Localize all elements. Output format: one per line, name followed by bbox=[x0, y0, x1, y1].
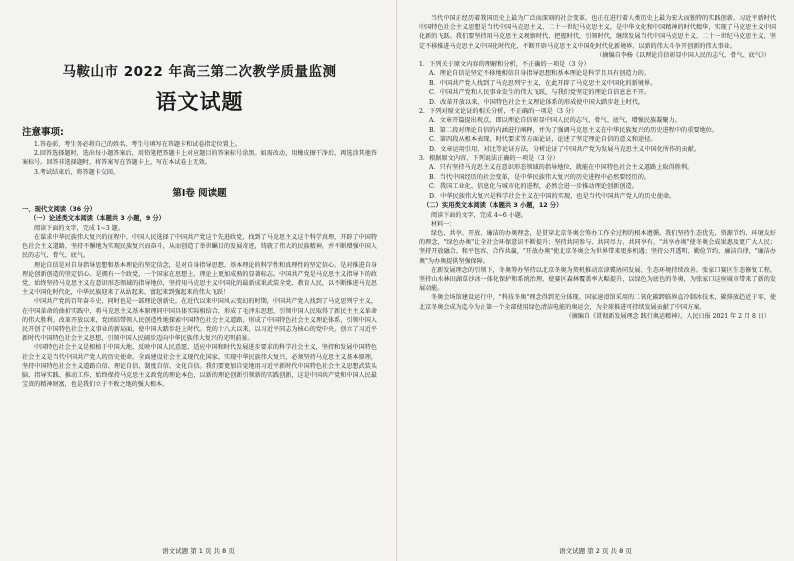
question-option: C．中国共产党和人民事业发生的伟大飞跃，与我们党坚定的理论自信息息不开。 bbox=[429, 89, 651, 97]
instruction-text: 阅读下面的文字，完成 4~6 小题。 bbox=[431, 211, 527, 219]
subject-title: 语文试题 bbox=[155, 90, 244, 114]
material-paragraph: 在新发展理念的引领下，冬奥筹办坚持以北京冬奥为契机推动京津冀协同发展、生态环境持续改善。张家口赛区生态修复工程，坚持山水林田湖草沙冰一体化保护和系统治理，使赛区森林覆盖率大幅提升，以绿色为底色的冬奥，为张家口这座城市带来了新的发展动能。 bbox=[419, 266, 776, 293]
question-option: B．当代中国经历的社会变革，是中华民族伟大复兴的历史进程中必然要经历的。 bbox=[429, 173, 651, 181]
question-option: A．理论自信是坚定不移地相信自身指导思想和基本理论是科学且具有创造力的。 bbox=[429, 70, 651, 78]
material-paragraph: 冬奥会场馆建设运行中，"科技冬奥"理念得到充分体现。国家速滑馆采用的二氧化碳跨临界直冷制冰技术，碳排放趋近于零，使北京冬奥会成为迄今为止第一个全部使用绿色清洁电能的奥运会，为全球推进可持续发展贡献了中国方案。 bbox=[419, 294, 776, 311]
exam-title: 马鞍山市 2022 年高三第二次教学质量监测 bbox=[62, 64, 337, 80]
page-footer-left: 语文试题 第 1 页 共 8 页 bbox=[162, 547, 235, 555]
passage-paragraph: 中国特色社会主义是根植于中国大地、反映中国人民意愿、适应中国和时代发展进步要求的科学社会主义，坚持和发展中国特色社会主义是当代中国共产党人的历史使命。全面建设社会主义现代化国家、实现中华民族伟大复兴，必须坚持马克思主义基本原理，坚持中国特色社会主义道路自信、理论自信、制度自信、文化自信。我们要更加自觉地用习近平新时代中国特色社会主义思想武装头脑、指导实践、推动工作，始终保持马克思主义政党的理论本色，以新的理论创新引领新的实践创新，这是中国共产党和中国人民最宝贵的精神财富，也是我们立于不败之地的强大根本。 bbox=[22, 344, 377, 389]
question-option: D．改革开放以来，中国特色社会主义理论体系的形成使中国大踏步赶上时代。 bbox=[429, 98, 645, 106]
notice-item: 2.回答选择题时，选出每小题答案后，用铅笔把答题卡上对应题目的答案标号涂黑。如需改动，用橡皮擦干净后，再选涂其他答案标号。回答非选择题时，将答案写在答题卡上，写在本试卷上无效。 bbox=[22, 150, 377, 167]
source-citation: （摘编自李杨《以理论自信彰显中国人民的志气、骨气、底气》） bbox=[596, 51, 770, 59]
question-option: D．中华民族伟大复兴是科学社会主义在中国的实现，也是当代中国共产党人的历史使命。 bbox=[429, 192, 676, 200]
notice-heading: 注意事项: bbox=[22, 127, 64, 138]
passage-paragraph: 在谋求中华民族伟大复兴的征程中，中国人民选择了中国共产党这个先进政党，找到了马克思主义这个科学真理，开辟了中国特色社会主义道路，坚持不懈地为实现民族复兴而奋斗，从而创造了举世瞩目的发展奇迹，铸就了伟大的民族精神，并不断增强中国人民的志气、骨气、底气。 bbox=[22, 234, 377, 260]
question-stem: 3．根据原文内容，下列说法正确的一项是（3 分） bbox=[419, 155, 559, 163]
part-title: 第Ⅰ卷 阅读题 bbox=[172, 187, 227, 199]
section-heading: 一、现代文阅读（36 分） bbox=[22, 205, 96, 213]
passage-paragraph: 理论自信是对自身指导思想和基本理论的坚定信念，是对自身指导思想、基本理论的科学性和真理性的坚定信心。是对推进自身理论创新创造的坚定信心。是拥有一个政党、一个国家在思想上、理论上更加成熟的显著标志。中国共产党是马克思主义指导下的政党，始终坚持马克思主义在意识形态领域的指导地位，坚持用马克思主义中国化的最新成果武装全党、教育人民，以不断推进马克思主义中国化时代化，中华民族迎来了从站起来、富起来到强起来的伟大飞跃！ bbox=[22, 261, 377, 297]
question-option: B．第二段对理论自信的内涵进行阐释，并为了强调马克思主义在中华民族复兴的历史进程中的重要地位。 bbox=[429, 126, 719, 134]
passage-paragraph: 当代中国正经历着我国历史上最为广泛而深刻的社会变革，也正在进行着人类历史上最为宏大而独特的实践创新。习近平新时代中国特色社会主义思想是当代中国马克思主义、二十一世纪马克思主义，是中华文化和中国精神的时代精华，实现了马克思主义中国化新的飞跃。我们要坚持用马克思主义观察时代、把握时代、引领时代，继续发展当代中国马克思主义、二十一世纪马克思主义，坚定不移推进马克思主义中国化时代化，不断开辟马克思主义中国化时代化新境界，以新的伟大斗争开创新的伟大事业。 bbox=[419, 15, 776, 50]
question-option: A．只有坚持马克思主义在意识形态领域的指导地位，就能在中国特色社会主义道路上取得胜利。 bbox=[429, 164, 694, 172]
material-paragraph: 绿色、共享、开放、廉洁的办奥理念，是贯穿北京冬奥会筹办工作全过程的根本遵循。我们坚持生态优先、资源节约、环境友好的理念，"绿色办奥"让全社会环保意识不断提升；坚持共同参与、共同尽力、共同享有，"共享办奥"使冬奥会成果惠及更广大人民；坚持开放融合、和平包容、合作共赢，"开放办奥"使北京冬奥会为世界带来更多机遇；坚持公开透明、勤俭节约、廉洁自律，"廉洁办奥"为办奥提供坚强保障。 bbox=[419, 230, 776, 265]
question-stem: 1．下列关于原文内容的理解和分析，不正确的一项是（3 分） bbox=[419, 61, 590, 69]
instruction-text: 阅读下面的文字，完成 1~3 题。 bbox=[34, 224, 124, 232]
notice-item: 3.考试结束后，将答题卡交回。 bbox=[34, 168, 120, 176]
passage-paragraph: 中国共产党的百年奋斗史，同时也是一部理论创新史。在近代以来中国风云变幻的时期，中国共产党人找到了马克思列宁主义，在中国革命的曲折实践中，将马克思主义基本原理同中国具体实际相结合，形成了毛泽东思想，引领中国人民取得了新民主主义革命的伟大胜利。改革开放以来，党团结带领人民创造性地探索中国特色社会主义道路，形成了中国特色社会主义理论体系，引领中国人民开创了中国特色社会主义事业的新局面，使中国大踏步赶上时代。党的十八大以来，以习近平同志为核心的党中央，创立了习近平新时代中国特色社会主义思想，引领中国人民阔步迈向中华民族伟大复兴的光明前景。 bbox=[22, 298, 377, 343]
right-column bbox=[397, 0, 794, 561]
question-option: D．文章运用引用、对比等论证方法，分析论证了中国共产党为发展马克思主义中国化所作的贡献。 bbox=[429, 145, 701, 153]
question-option: B．中国共产党人找到了马克思列宁主义，在此开辟了马克思主义中国化的新境界。 bbox=[429, 79, 657, 87]
notice-item: 1.答卷前，考生务必将自己的姓名、考生号填写在答题卡和试卷指定位置上。 bbox=[34, 141, 241, 148]
question-stem: 2．下列对原文论证的相关分析，不正确的一项是（3 分） bbox=[419, 108, 578, 116]
source-citation: （摘编自《贯彻新发展理念 践行奥运精神》，人民日报 2021 年 2 月 8 日） bbox=[565, 312, 770, 320]
question-option: C．第四段从根本表现、时代要求等方面论证，论述了坚定理论自信的意义和途径。 bbox=[429, 136, 657, 144]
question-option: A．文章开篇提出观点，即以理论自信彰显中国人民的志气、骨气、底气，增强民族凝聚力。 bbox=[429, 117, 681, 125]
subsection-heading: （一）论述类文本阅读（本题共 3 小题，9 分） bbox=[30, 215, 165, 223]
material-label: 材料一： bbox=[431, 220, 456, 228]
subsection-heading: （二）实用类文本阅读（本题共 3 小题，12 分） bbox=[423, 202, 563, 210]
question-option: C．我国工业化、信息化与城市化的进程，必然会进一步推动理论创新创造。 bbox=[429, 183, 638, 191]
page-footer-right: 语文试题 第 2 页 共 8 页 bbox=[559, 547, 632, 555]
